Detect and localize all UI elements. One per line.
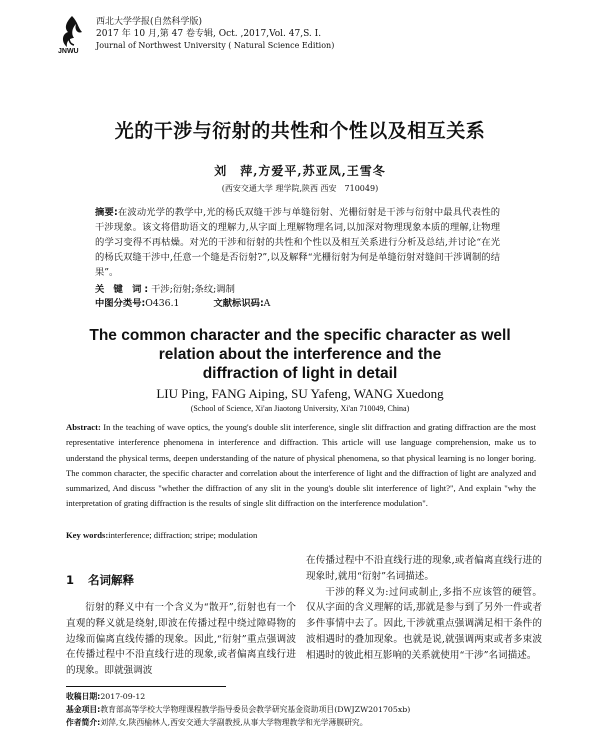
journal-header (56, 14, 576, 56)
abstract-cn-label: 摘要: (95, 207, 118, 218)
abstract-cn-text: 在波动光学的教学中,光的杨氏双缝干涉与单缝衍射、光栅衍射是干涉与衍射中最具代表性的干涉现象。该文将借助语文的理解力,从字面上理解物理名词,以加深对物理现象本质的理解,让物理的学习变得不再枯燥。对光的干涉和衍射的共性和个性以及相互关系进行分析及总结,并讨论“在光的杨氏双缝干涉中,任意一个缝是否衍射?”,以及解释“光栅衍射为何是单缝衍射对缝间干涉调制的结果”。 (95, 207, 500, 278)
body-paragraph: 衍射的释义中有一个含义为“散开”,衍射也有一个直观的释义就是绕射,即波在传播过程中绕过障碍物的边缘而偏离直线传播的现象。因此,“衍射”重点强调波在传播过程中不沿直线行进的现象,或者偏离直线行进的现象。即就强调波 (66, 602, 296, 677)
abstract-en (66, 420, 536, 512)
fund-label: 基金项目: (66, 705, 101, 714)
clc-label: 中图分类号: (95, 298, 146, 309)
journal-issue: 2017 年 10 月,第 47 卷专辑, Oct. ,2017,Vol. 47,S. I. (96, 29, 322, 39)
clc-value: O436.1 (145, 298, 180, 309)
authors-cn: 刘 萍,方爱平,苏亚凤,王雪冬 (214, 164, 386, 178)
footnote-fund (66, 703, 546, 716)
abstract-cn (95, 205, 500, 280)
paper-title-en (60, 326, 540, 383)
title-en-line-2: relation about the interference and the (158, 346, 442, 363)
authors-en: LIU Ping, FANG Aiping, SU Yafeng, WANG Xuedong (156, 386, 444, 401)
journal-emblem-icon (56, 14, 88, 50)
keywords-cn-text: 干涉;衍射;条纹;调制 (151, 284, 235, 295)
affiliation-cn: (西安交通大学 理学院,陕西 西安 710049) (221, 184, 379, 193)
doc-code-value: A (263, 298, 271, 309)
section-title: 名词解释 (88, 573, 134, 587)
keywords-en (66, 528, 536, 542)
body-column-left (66, 600, 296, 679)
author-bio-text: 刘萍,女,陕西榆林人,西安交通大学副教授,从事大学物理教学和光学薄膜研究。 (100, 718, 368, 727)
journal-logo (56, 14, 88, 56)
keywords-en-label: Key words: (66, 530, 109, 540)
title-en-line-3: diffraction of light in detail (202, 365, 398, 382)
body-paragraph: 干涉的释义为:过问或制止,多指不应该管的硬管。仅从字面的含义理解的话,那就是参与到了另外一件或者多件事情中去了。因此,干涉就重点强调满足相干条件的波相遇时的叠加现象。也就是说,就强调两束或者多束波相遇时的彼此相互影响的关系就使用“干涉”名词描述。 (306, 586, 542, 661)
footnote-received (66, 690, 546, 703)
classification-line (95, 296, 500, 311)
footnote-author (66, 716, 546, 729)
fund-text: 教育部高等学校大学物理课程教学指导委员会教学研究基金资助项目(DWJZW201705xb) (100, 705, 411, 714)
keywords-cn (95, 282, 500, 297)
journal-logo-text: JNWU (58, 48, 79, 55)
affiliation-en: (School of Science, Xi'an Jiaotong University, Xi'an 710049, China) (190, 404, 410, 413)
section-heading (66, 572, 134, 588)
received-date: 2017-09-12 (100, 692, 146, 701)
journal-name-cn: 西北大学学报(自然科学版) (96, 17, 203, 27)
footnote-divider (66, 686, 226, 687)
body-column-right (306, 553, 542, 664)
keywords-en-text: interference; diffraction; stripe; modulation (108, 530, 258, 540)
received-label: 收稿日期: (66, 692, 101, 701)
abstract-en-text: In the teaching of wave optics, the young's double slit interference, single slit diffraction and grating diffraction are the most representative interference phenomena in interference and diffraction. This article will use language comprehension, make us to understand the physical terms, deepen understanding of the nature of physical phenomena, so that physical learning is no longer boring. The common character, the specific character and correlation about the interference of light and the diffraction of light are analyzed and summarized, And discuss "whether the diffraction of any slit in the young's double slit interference of light?", And explain "why the interpretation of grating diffraction is the results of single slit diffraction on the interference modulation". (66, 422, 536, 509)
section-number: 1 (66, 573, 75, 587)
body-paragraph: 在传播过程中不沿直线行进的现象,或者偏离直线行进的现象时,就用“衍射”名词描述。 (306, 555, 542, 582)
paper-title-cn: 光的干涉与衍射的共性和个性以及相互关系 (114, 120, 486, 142)
title-en-line-1: The common character and the specific character as well (89, 327, 511, 344)
abstract-en-label: Abstract: (66, 422, 101, 432)
author-bio-label: 作者简介: (66, 718, 101, 727)
doc-code-label: 文献标识码: (213, 298, 264, 309)
keywords-cn-label: 关 键 词: (95, 284, 152, 295)
journal-name-en: Journal of Northwest University ( Natural Science Edition) (96, 41, 335, 50)
